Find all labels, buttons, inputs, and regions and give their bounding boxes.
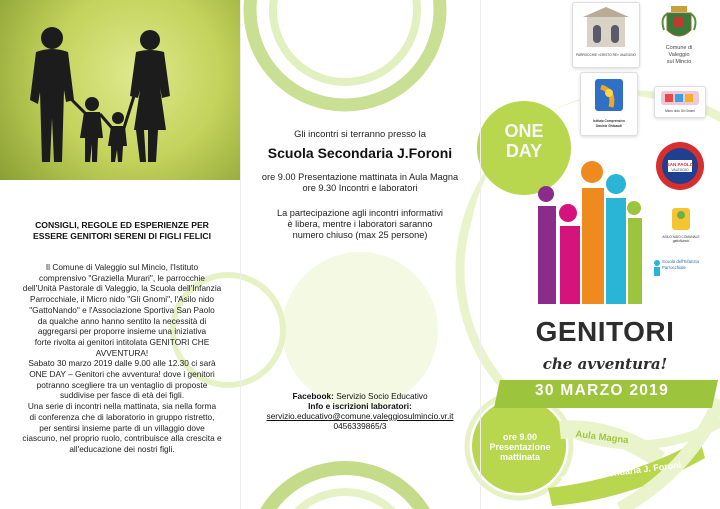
- facebook-line: [250, 391, 470, 401]
- partic-line-3: numero chiuso (max 25 persone): [292, 230, 428, 240]
- logo-micronido: [654, 86, 706, 118]
- cat-icon: [658, 204, 704, 234]
- genitori-title: GENITORI: [535, 316, 675, 347]
- logo-asilo-caption: ASILO NIDO COMUNALE gattoNando: [662, 235, 700, 243]
- figure-green-head: [627, 201, 641, 215]
- phone-number: 0456339865/3: [333, 421, 387, 431]
- coat-of-arms-icon: [652, 4, 706, 44]
- participation-text: [252, 208, 468, 241]
- logo-scuola-infanzia-text: [662, 259, 699, 270]
- schedule-line-2: ore 9.30 Incontri e laboratori: [302, 183, 418, 193]
- logo-sanpaolo-top: SAN PAOLO: [666, 162, 694, 167]
- figure-magenta-head: [559, 204, 577, 222]
- event-date: 30 MARZO 2019: [534, 382, 670, 399]
- intro-text: Gli incontri si terranno presso la: [294, 128, 426, 139]
- left-title-line2: ESSERE GENITORI SERENI DI FIGLI FELICI: [33, 231, 211, 241]
- fold-line-right: [480, 0, 481, 509]
- logo-comune: [652, 4, 706, 68]
- logo-scuola-infanzia: [650, 256, 708, 284]
- partic-line-2: è libera, mentre i laboratori saranno: [287, 219, 433, 229]
- school-name: Scuola Secondaria J.Foroni: [267, 145, 453, 161]
- church-icon: [573, 3, 639, 59]
- top-pale-ring: [273, 0, 417, 82]
- logo-micronido-caption: Micro nido Gli Gnomi: [665, 109, 695, 113]
- contacts: [250, 391, 470, 431]
- logo-parrocchie-caption: PARROCCHIE «CRISTO RE» VALEGGIO: [576, 53, 636, 57]
- logo-parrocchie: [572, 2, 640, 68]
- left-title-line1: CONSIGLI, REGOLE ED ESPERIENZE PER: [35, 220, 209, 230]
- fold-line-left: [240, 0, 241, 509]
- logo-comune-line2: Valeggio: [668, 52, 690, 58]
- left-paragraph: Il Comune di Valeggio sul Mincio, l'Istituto comprensivo "Graziella Murari", le parrocchie dell'Unità Pastorale di Valeggio, la Scuola dell'Infanzia Parrocchiale, il Micro nido "Gli Gnomi", l'Asilo nido "GattoNando" e l'Associazione Sportiva San Paolo da qualche anno hanno sentito la necessità di aggregarsi per proporre insieme una iniziativa forte rivolta ai genitori intitolata GENITORI CHE AVVENTURA! Sabato 30 marzo 2019 dalle 9.00 alle 12.30 ci sarà ONE DAY – Genitori che avventura! dove i genitori potranno scegliere tra un ventaglio di proposte suddivise per fasce di età dei figli. Una serie di incontri nella mattinata, sia nella forma di conferenza che di laboratorio in gruppo ristretto, per sentirsi insieme parte di un villaggio dove ciascuno, nel proprio ruolo, contribuisce alla crescita e all'educazione dei nostri figli.: [22, 262, 222, 454]
- info-label: Info e iscrizioni laboratori:: [308, 401, 412, 411]
- figure-green-body: [628, 218, 642, 304]
- left-title: [18, 220, 226, 242]
- colorful-figures-logo: [534, 158, 644, 308]
- figure-cyan-body: [606, 198, 626, 304]
- presentation-bubble: [478, 432, 562, 462]
- logo-istituto: [580, 72, 638, 136]
- top-green-ring: [250, 0, 440, 105]
- scuola-bottom-label: Scuola Secondaria J. Foroni: [560, 459, 682, 485]
- figure-purple-body: [538, 206, 556, 304]
- micronido-icon: [655, 87, 705, 109]
- logo-istituto-line2: Daniele Ghibaudi: [595, 124, 623, 128]
- schedule: [242, 172, 478, 194]
- schedule-line-1: ore 9.00 Presentazione mattinata in Aula Magna: [261, 172, 459, 182]
- one-word: ONE: [504, 121, 544, 141]
- figure-magenta-body: [560, 226, 580, 304]
- logo-asilo: [658, 204, 704, 244]
- partic-line-1: La partecipazione agli incontri informativi: [277, 208, 443, 218]
- infanzia-line1: Scuola dell'Infanzia: [662, 259, 699, 264]
- infanzia-line2: Parrocchiale: [662, 264, 686, 270]
- figure-orange-body: [582, 188, 604, 304]
- logo-comune-line3: sul Mincio: [666, 59, 692, 65]
- logo-istituto-line1: Istituto Comprensivo: [593, 119, 625, 123]
- bottom-pale-ring: [277, 492, 413, 509]
- mid-pale-circle: [282, 252, 438, 408]
- logo-comune-line1: Comune di: [665, 45, 693, 51]
- facebook-value: Servizio Socio Educativo: [333, 391, 428, 401]
- figure-purple-head: [538, 186, 554, 202]
- facebook-label: Facebook:: [292, 391, 334, 401]
- logo-sanpaolo: [654, 140, 706, 192]
- bubble-line-3: mattinata: [499, 452, 540, 462]
- family-silhouette: [0, 0, 240, 180]
- family-photo: [0, 0, 240, 180]
- one-day-title: [494, 121, 554, 161]
- bubble-line-1: ore 9.00: [502, 432, 538, 442]
- istituto-icon: [581, 73, 637, 117]
- aula-magna-label: Aula Magna: [574, 428, 630, 447]
- bubble-line-2: Presentazione: [489, 442, 551, 452]
- email-link[interactable]: servizio.educativo@comune.valeggiosulmincio.vr.it: [266, 411, 454, 421]
- figure-orange-head: [581, 161, 603, 183]
- che-avventura-subtitle: che avventura!: [542, 355, 668, 373]
- day-word: DAY: [505, 141, 543, 161]
- figure-cyan-head: [606, 174, 626, 194]
- logo-sanpaolo-sub: VALEGGIO: [671, 168, 689, 172]
